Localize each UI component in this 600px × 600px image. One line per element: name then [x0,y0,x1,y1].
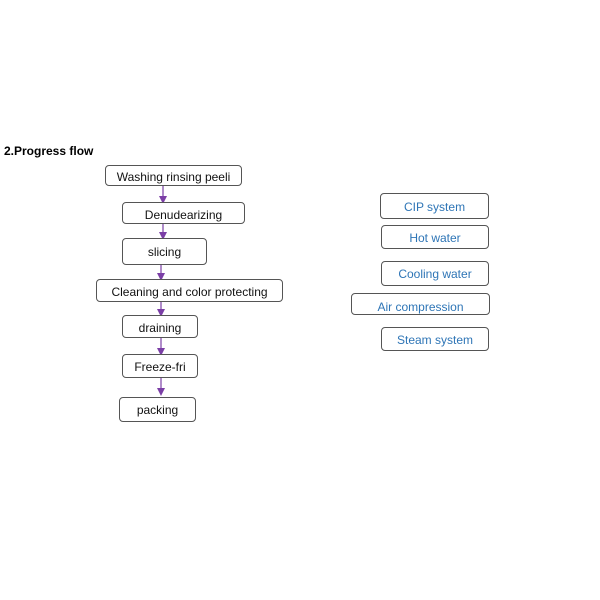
utility-hot-water: Hot water [381,225,489,249]
process-step-draining: draining [122,315,198,338]
process-step-packing: packing [119,397,196,422]
utility-air-compression: Air compression [351,293,490,315]
diagram-title: 2.Progress flow [4,144,94,158]
utility-steam-system: Steam system [381,327,489,351]
utility-cip-system: CIP system [380,193,489,219]
process-step-freeze: Freeze-fri [122,354,198,378]
utility-cooling-water: Cooling water [381,261,489,286]
process-step-slicing: slicing [122,238,207,265]
process-step-cleaning: Cleaning and color protecting [96,279,283,302]
process-step-denudearizing: Denudearizing [122,202,245,224]
process-step-washing: Washing rinsing peeli [105,165,242,186]
